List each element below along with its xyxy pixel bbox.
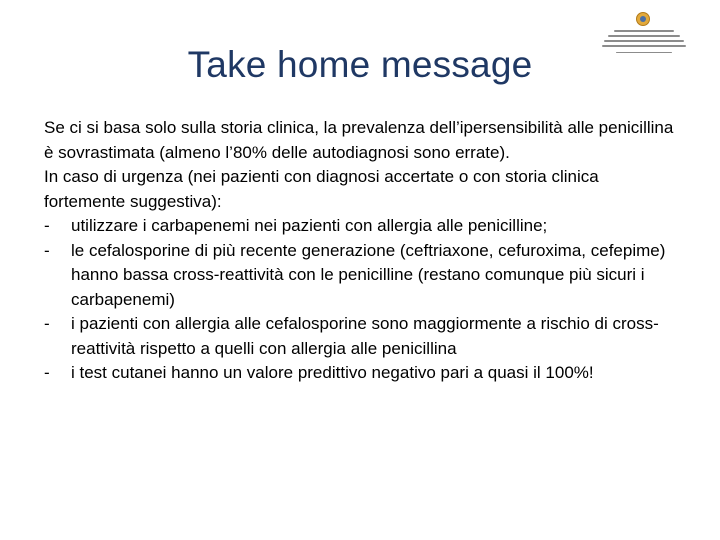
paragraph-prevalence: Se ci si basa solo sulla storia clinica, la prevalenza dell’ipersensibilità alle penicillina è sovrastimata (almeno l’80% delle autodiagnosi sono errate). [44,118,674,162]
list-item-text: le cefalosporine di più recente generazione (ceftriaxone, cefuroxima, cefepime) hanno bassa cross-reattività con le penicilline (restano comunque più sicuri i carbapenemi) [71,240,666,309]
slide-body [44,116,684,386]
list-item-text: i test cutanei hanno un valore predittivo negativo pari a quasi il 100%! [71,363,594,382]
recommendation-list [44,214,684,386]
institution-seal-icon [636,12,650,26]
paragraph-urgency: In caso di urgenza (nei pazienti con diagnosi accertate o con storia clinica fortemente suggestiva): [44,167,599,211]
slide-title: Take home message [187,44,533,85]
list-item-text: i pazienti con allergia alle cefalosporine sono maggiormente a rischio di cross-reattività rispetto a quelli con allergia alle penicillina [71,314,659,358]
list-item [44,312,684,361]
list-item [44,239,684,313]
bullet-marker: - [44,216,50,235]
bullet-marker: - [44,240,50,260]
bullet-marker: - [44,363,50,382]
list-item-text: utilizzare i carbapenemi nei pazienti con allergia alle penicilline; [71,216,548,235]
bullet-marker: - [44,314,50,333]
list-item [44,214,684,239]
institution-logo [600,10,688,58]
list-item [44,361,684,386]
